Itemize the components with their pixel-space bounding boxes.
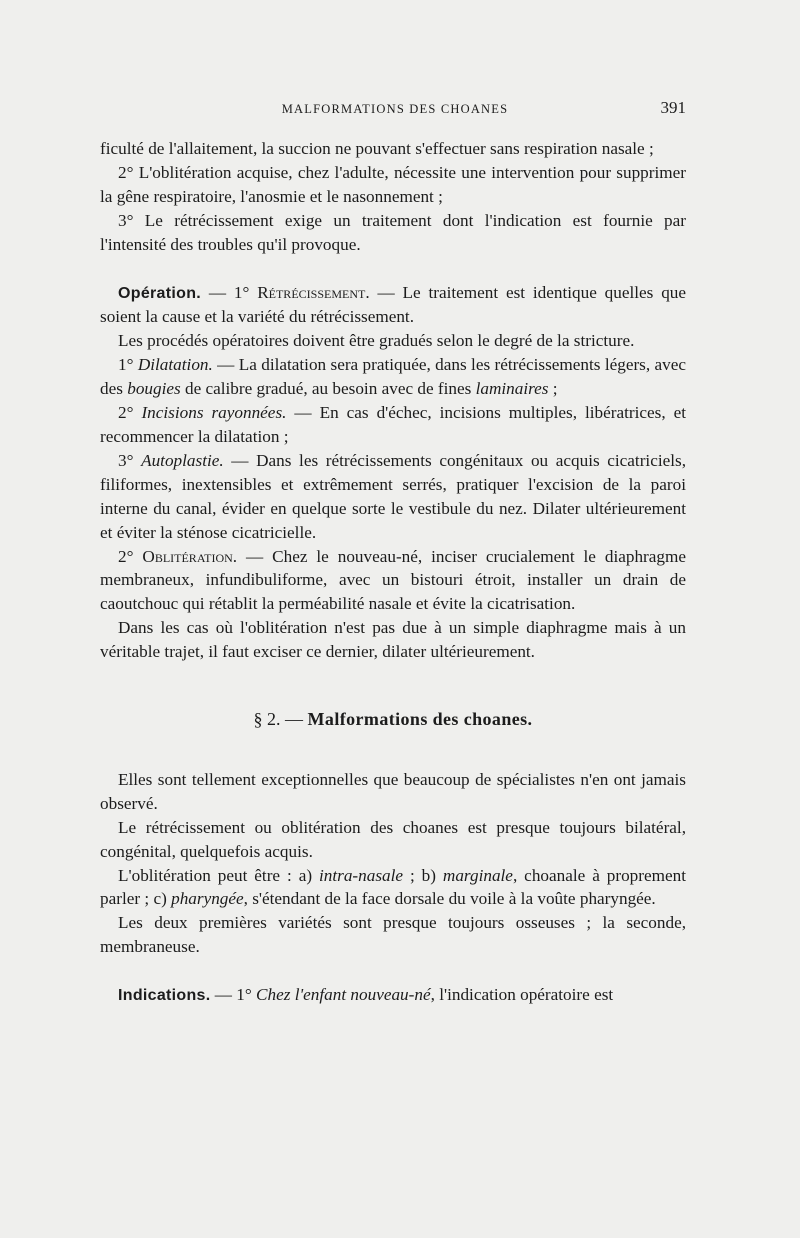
paragraph: Les procédés opératoires doivent être gradués selon le degré de la stricture. [118, 331, 635, 351]
italic-term: intra-nasale [318, 865, 404, 885]
item-text: ; [548, 379, 558, 399]
item-number: 3° [118, 450, 142, 470]
item-title: Dilatation. [137, 355, 213, 375]
item-title: Incisions rayonnées. [141, 403, 287, 423]
section-title: Malformations des choanes. [307, 709, 533, 730]
italic-term: marginale [442, 865, 513, 885]
operation-subheading: Rétrécissement. [257, 282, 370, 302]
running-head [100, 98, 690, 122]
paragraph: Les deux premières variétés sont presque toujours osseuses ; la seconde, membraneuse. [100, 913, 686, 957]
paragraph-obliteration [100, 545, 686, 617]
body-text [100, 137, 686, 1008]
text-run: , choanale à proprement parler ; c) [100, 865, 686, 909]
italic-term: pharyngée [171, 889, 244, 909]
item-number: 2° [118, 546, 143, 566]
operation-dash: — 1° [201, 282, 258, 302]
italic-term: laminaires [475, 379, 549, 399]
item-text: de calibre gradué, au besoin avec de fines [180, 379, 476, 399]
running-title: MALFORMATIONS DES CHOANES [281, 102, 509, 116]
paragraph-incisions [100, 401, 686, 449]
paragraph-dilatation [100, 353, 686, 401]
text-run: , s'étendant de la face dorsale du voile à la voûte pharyngée. [243, 889, 656, 909]
paragraph-obliteration-types [100, 864, 686, 912]
section-heading [100, 708, 686, 732]
item-title: Oblitération. [142, 546, 238, 566]
item-text: — La dilatation sera pratiquée, dans les rétrécissements légers, avec des [100, 355, 687, 399]
item-number: 2° [118, 403, 142, 423]
indications-title: Chez l'enfant nouveau-né [256, 985, 431, 1005]
section-number: § 2. — [253, 709, 308, 730]
item-number: 1° [118, 355, 138, 375]
operation-label: Opération. [118, 284, 202, 302]
item-text: — Chez le nouveau-né, inciser crucialement le diaphragme membraneux, infundibuliforme, avec un bistouri étroit, installer un drain de caoutchouc qui rétablit la perméabilité nasale et évite la cicatrisation. [100, 546, 686, 614]
indications-label: Indications. [118, 987, 211, 1005]
operation-text: — Le traitement est identique quelles que soient la cause et la variété du rétrécissement. [100, 282, 687, 327]
paragraph-autoplastie [100, 449, 686, 545]
paragraph: 2° L'oblitération acquise, chez l'adulte, nécessite une intervention pour supprimer la gêne respiratoire, l'anosmie et le nasonnement ; [100, 162, 686, 206]
item-title: Autoplastie. [141, 450, 224, 470]
paragraph-indications [100, 983, 686, 1008]
text-run: L'oblitération peut être : a) [118, 865, 319, 885]
paragraph: ficulté de l'allaitement, la succion ne pouvant s'effectuer sans respiration nasale ; [100, 139, 654, 158]
paragraph: Dans les cas où l'oblitération n'est pas due à un simple diaphragme mais à un véritable trajet, il faut exciser ce dernier, dilater ultérieurement. [100, 618, 686, 662]
indications-text: , l'indication opératoire est [430, 985, 614, 1005]
paragraph: Elles sont tellement exceptionnelles que beaucoup de spécialistes n'en ont jamais observé. [100, 769, 686, 813]
paragraph: Le rétrécissement ou oblitération des choanes est presque toujours bilatéral, congénital, quelquefois acquis. [100, 817, 686, 861]
page-number: 391 [660, 98, 686, 117]
item-text: — En cas d'échec, incisions multiples, libératrices, et recommencer la dilatation ; [100, 403, 687, 446]
item-text: — Dans les rétrécissements congénitaux ou acquis cicatriciels, filiformes, inextensibles et extrêmement serrés, pratiquer l'excision de la paroi interne du canal, évider en quelque sorte le vestibule du nez. Dilater ultérieurement et éviter la sténose cicatricielle. [100, 450, 687, 542]
text-run: ; b) [403, 865, 443, 885]
italic-term: bougies [127, 379, 181, 399]
paragraph-operation [100, 281, 686, 330]
indications-dash: — 1° [210, 985, 257, 1005]
paragraph: 3° Le rétrécissement exige un traitement dont l'indication est fournie par l'intensité des troubles qu'il provoque. [100, 210, 686, 254]
